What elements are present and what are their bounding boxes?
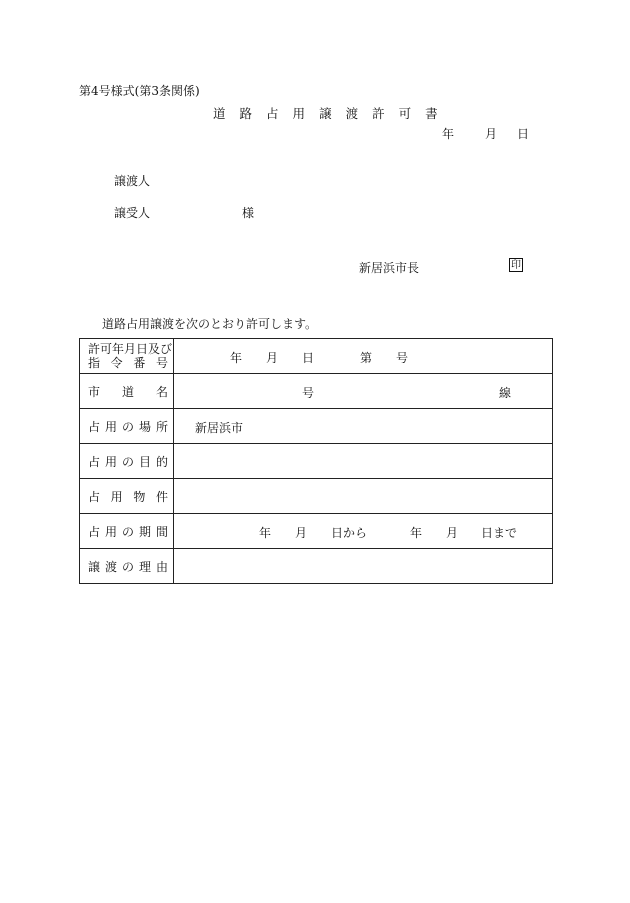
label-line: 許可年月日及び [88,342,173,356]
transferee-label: 譲受人 [114,206,151,220]
date-day: 日 [517,127,530,141]
label-occupancy-object: 占 用 物 件 [80,479,174,514]
label-road-name: 市 道 名 [80,374,174,409]
permit-table [79,338,553,584]
table-row [80,409,553,444]
title-char: 道 [213,106,240,121]
month-unit: 月 [266,351,279,365]
value-transfer-reason[interactable] [174,549,553,584]
dai-prefix: 第 [360,351,373,365]
label-occupancy-location: 占 用 の 場 所 [80,409,174,444]
title-char: 用 [292,106,320,121]
transferor-label: 譲渡人 [114,174,151,188]
start-year-unit: 年 [259,526,272,540]
table-row [80,339,553,374]
value-occupancy-object[interactable] [174,479,553,514]
date-month: 月 [485,127,498,141]
title-char: 許 [372,106,399,121]
title-char: 渡 [345,106,373,121]
honorific: 様 [242,206,255,220]
label-occupancy-purpose: 占 用 の 目 的 [80,444,174,479]
go-suffix: 号 [396,351,409,365]
intro-text: 道路占用譲渡を次のとおり許可します。 [102,317,318,331]
day-unit: 日 [302,351,315,365]
label-permit-date-number [80,339,174,374]
table-row [80,514,553,549]
value-occupancy-period[interactable] [174,514,553,549]
label-occupancy-period: 占 用 の 期 間 [80,514,174,549]
form-number: 第4号様式(第3条関係) [79,84,200,98]
table-row [80,374,553,409]
title-char: 可 [398,106,426,121]
title-char: 占 [266,106,293,121]
start-day-from: 日から [331,526,368,540]
title-char: 路 [239,106,267,121]
date-year: 年 [442,127,455,141]
issue-date [442,125,529,142]
route-line-unit: 線 [499,386,512,400]
table-row [80,444,553,479]
seal-mark: 印 [511,260,521,271]
year-unit: 年 [230,351,243,365]
label-transfer-reason: 譲 渡 の 理 由 [80,549,174,584]
issuer-name: 新居浜市長 [359,261,420,275]
label-line: 指 令 番 号 [88,356,168,370]
table-row [80,549,553,584]
end-month-unit: 月 [446,526,459,540]
value-occupancy-location[interactable] [174,409,553,444]
city-name: 新居浜市 [195,421,244,435]
end-year-unit: 年 [410,526,423,540]
value-road-name[interactable] [174,374,553,409]
table-row [80,479,553,514]
route-number-unit: 号 [302,386,315,400]
value-permit-date-number[interactable] [174,339,553,374]
document-title [213,104,452,122]
end-day-until: 日まで [481,526,518,540]
value-occupancy-purpose[interactable] [174,444,553,479]
title-char: 書 [425,106,452,121]
title-char: 譲 [319,106,346,121]
start-month-unit: 月 [295,526,308,540]
